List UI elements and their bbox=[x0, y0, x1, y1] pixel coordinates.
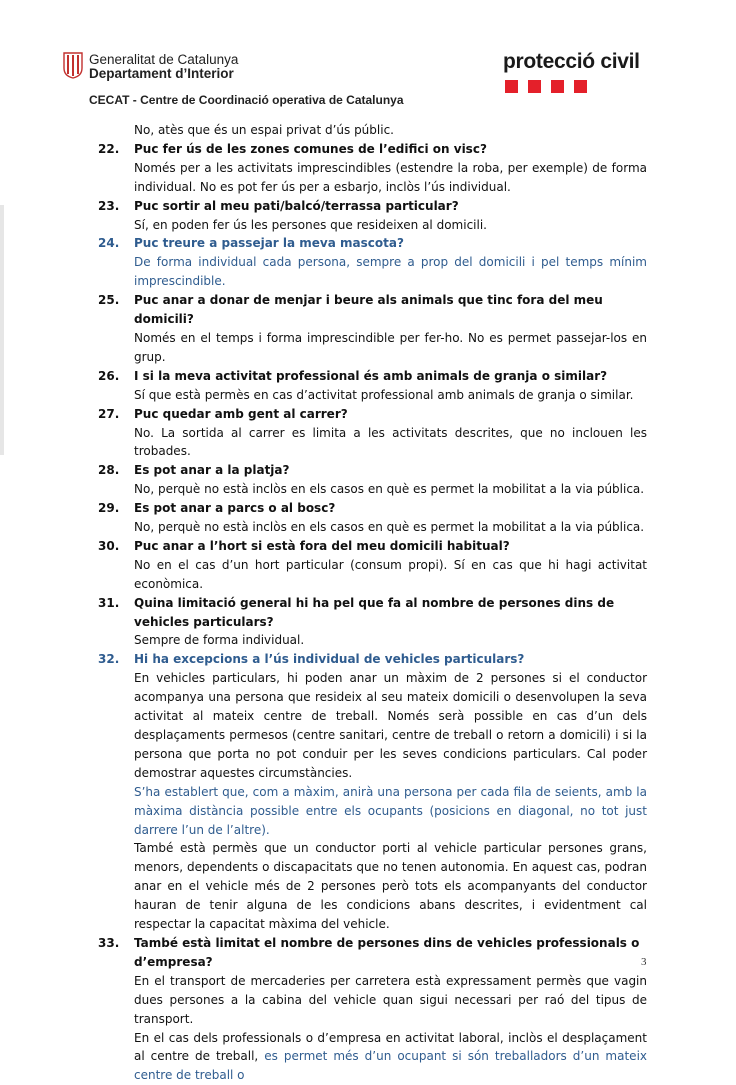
org-name: Generalitat de Catalunya bbox=[89, 53, 238, 67]
question-text: Quina limitació general hi ha pel que fa al nombre de persones dins de vehicles particulars? bbox=[134, 594, 647, 632]
question-text: Puc fer ús de les zones comunes de l’edifici on visc? bbox=[134, 140, 647, 159]
answer-33-paragraph-1: En el transport de mercaderies per carretera està expressament permès que vagin dues persones a la cabina del vehicle quan sigui necessari per raó del tipus de transport. bbox=[98, 972, 647, 1029]
question-25 bbox=[98, 291, 647, 329]
red-square-icon bbox=[551, 80, 564, 93]
generalitat-text bbox=[89, 53, 238, 81]
question-24 bbox=[98, 234, 647, 253]
question-text: Es pot anar a parcs o al bosc? bbox=[134, 499, 647, 518]
question-number: 25. bbox=[98, 291, 134, 329]
question-text: Puc anar a donar de menjar i beure als animals que tinc fora del meu domicili? bbox=[134, 291, 647, 329]
answer-26: Sí que està permès en cas d’activitat professional amb animals de granja o similar. bbox=[98, 386, 647, 405]
brand-name: protecció civil bbox=[503, 51, 640, 73]
question-number: 31. bbox=[98, 594, 134, 632]
question-number: 32. bbox=[98, 650, 134, 669]
question-text: Puc quedar amb gent al carrer? bbox=[134, 405, 647, 424]
question-text: També està limitat el nombre de persones dins de vehicles professionals o d’empresa? bbox=[134, 934, 647, 972]
answer-32-paragraph-3: També està permès que un conductor porti al vehicle particular persones grans, menors, dependents o discapacitats que no tenen autonomia. En aquest cas, podran anar en el vehicle més de 2 persones però tots els acompanyants del conductor hauran de tenir alguna de les condicions abans descrites, i evidentment cal respectar la capacitat màxima del vehicle. bbox=[98, 839, 647, 934]
question-number: 26. bbox=[98, 367, 134, 386]
red-square-icon bbox=[528, 80, 541, 93]
answer-29: No, perquè no està inclòs en els casos en què es permet la mobilitat a la via pública. bbox=[98, 518, 647, 537]
department-name: Departament d’Interior bbox=[89, 67, 238, 81]
page-edge-shadow bbox=[0, 205, 4, 455]
question-text: Puc treure a passejar la meva mascota? bbox=[134, 234, 647, 253]
question-text: Puc anar a l’hort si està fora del meu domicili habitual? bbox=[134, 537, 647, 556]
cecat-subheader: CECAT - Centre de Coordinació operativa de Catalunya bbox=[89, 93, 404, 107]
brand-squares bbox=[505, 80, 640, 93]
question-31 bbox=[98, 594, 647, 632]
question-30 bbox=[98, 537, 647, 556]
red-square-icon bbox=[574, 80, 587, 93]
question-27 bbox=[98, 405, 647, 424]
question-33 bbox=[98, 934, 647, 972]
answer-30: No en el cas d’un hort particular (consum propi). Sí en cas que hi hagi activitat econòmica. bbox=[98, 556, 647, 594]
red-square-icon bbox=[505, 80, 518, 93]
answer-22: Només per a les activitats imprescindibles (estendre la roba, per exemple) de forma individual. No es pot fer ús per a esbarjo, inclòs l’ús individual. bbox=[98, 159, 647, 197]
question-text: I si la meva activitat professional és amb animals de granja o similar? bbox=[134, 367, 647, 386]
answer-28: No, perquè no està inclòs en els casos en què es permet la mobilitat a la via pública. bbox=[98, 480, 647, 499]
question-number: 23. bbox=[98, 197, 134, 216]
proteccio-civil-logo bbox=[503, 51, 640, 93]
question-number: 28. bbox=[98, 461, 134, 480]
question-number: 22. bbox=[98, 140, 134, 159]
question-text: Puc sortir al meu pati/balcó/terrassa particular? bbox=[134, 197, 647, 216]
page-number: 3 bbox=[641, 956, 647, 968]
question-number: 33. bbox=[98, 934, 134, 972]
question-26 bbox=[98, 367, 647, 386]
answer-24: De forma individual cada persona, sempre a prop del domicili i pel temps mínim imprescindible. bbox=[98, 253, 647, 291]
question-22 bbox=[98, 140, 647, 159]
question-23 bbox=[98, 197, 647, 216]
faq-content bbox=[98, 121, 647, 1085]
answer-27: No. La sortida al carrer es limita a les activitats descrites, que no inclouen les trobades. bbox=[98, 424, 647, 462]
generalitat-shield-icon bbox=[63, 52, 83, 79]
answer-33-text-blue: es permet més d’un ocupant si són treballadors d’un mateix centre de treball o bbox=[134, 1049, 647, 1082]
question-29 bbox=[98, 499, 647, 518]
question-32 bbox=[98, 650, 647, 669]
answer-31: Sempre de forma individual. bbox=[98, 631, 647, 650]
answer-33-paragraph-2 bbox=[98, 1029, 647, 1085]
question-number: 24. bbox=[98, 234, 134, 253]
question-number: 30. bbox=[98, 537, 134, 556]
question-28 bbox=[98, 461, 647, 480]
answer-23: Sí, en poden fer ús les persones que resideixen al domicili. bbox=[98, 216, 647, 235]
answer-33-text-black: En el cas dels professionals o d’empresa en activitat laboral, inclòs el desplaçament al centre de treball, bbox=[134, 1031, 647, 1064]
answer-32-paragraph-2: S’ha establert que, com a màxim, anirà una persona per cada fila de seients, amb la màxima distància possible entre els ocupants (posicions en diagonal, no tot just darrere l’un de l’altre). bbox=[98, 783, 647, 840]
intro-answer: No, atès que és un espai privat d’ús públic. bbox=[98, 121, 647, 140]
question-text: Es pot anar a la platja? bbox=[134, 461, 647, 480]
question-number: 29. bbox=[98, 499, 134, 518]
answer-25: Només en el temps i forma imprescindible per fer-ho. No es permet passejar-los en grup. bbox=[98, 329, 647, 367]
question-number: 27. bbox=[98, 405, 134, 424]
question-text: Hi ha excepcions a l’ús individual de vehicles particulars? bbox=[134, 650, 647, 669]
answer-32-paragraph-1: En vehicles particulars, hi poden anar un màxim de 2 persones si el conductor acompanya una persona que resideix al seu mateix domicili o desenvolupen la seva activitat al mateix centre de treball. Només serà possible en cas d’un dels desplaçaments permesos (centre sanitari, centre de treball o retorn a domicili) i si la persona que porta no pot conduir per les seves condicions particulars. Cal poder demostrar aquestes circumstàncies. bbox=[98, 669, 647, 782]
